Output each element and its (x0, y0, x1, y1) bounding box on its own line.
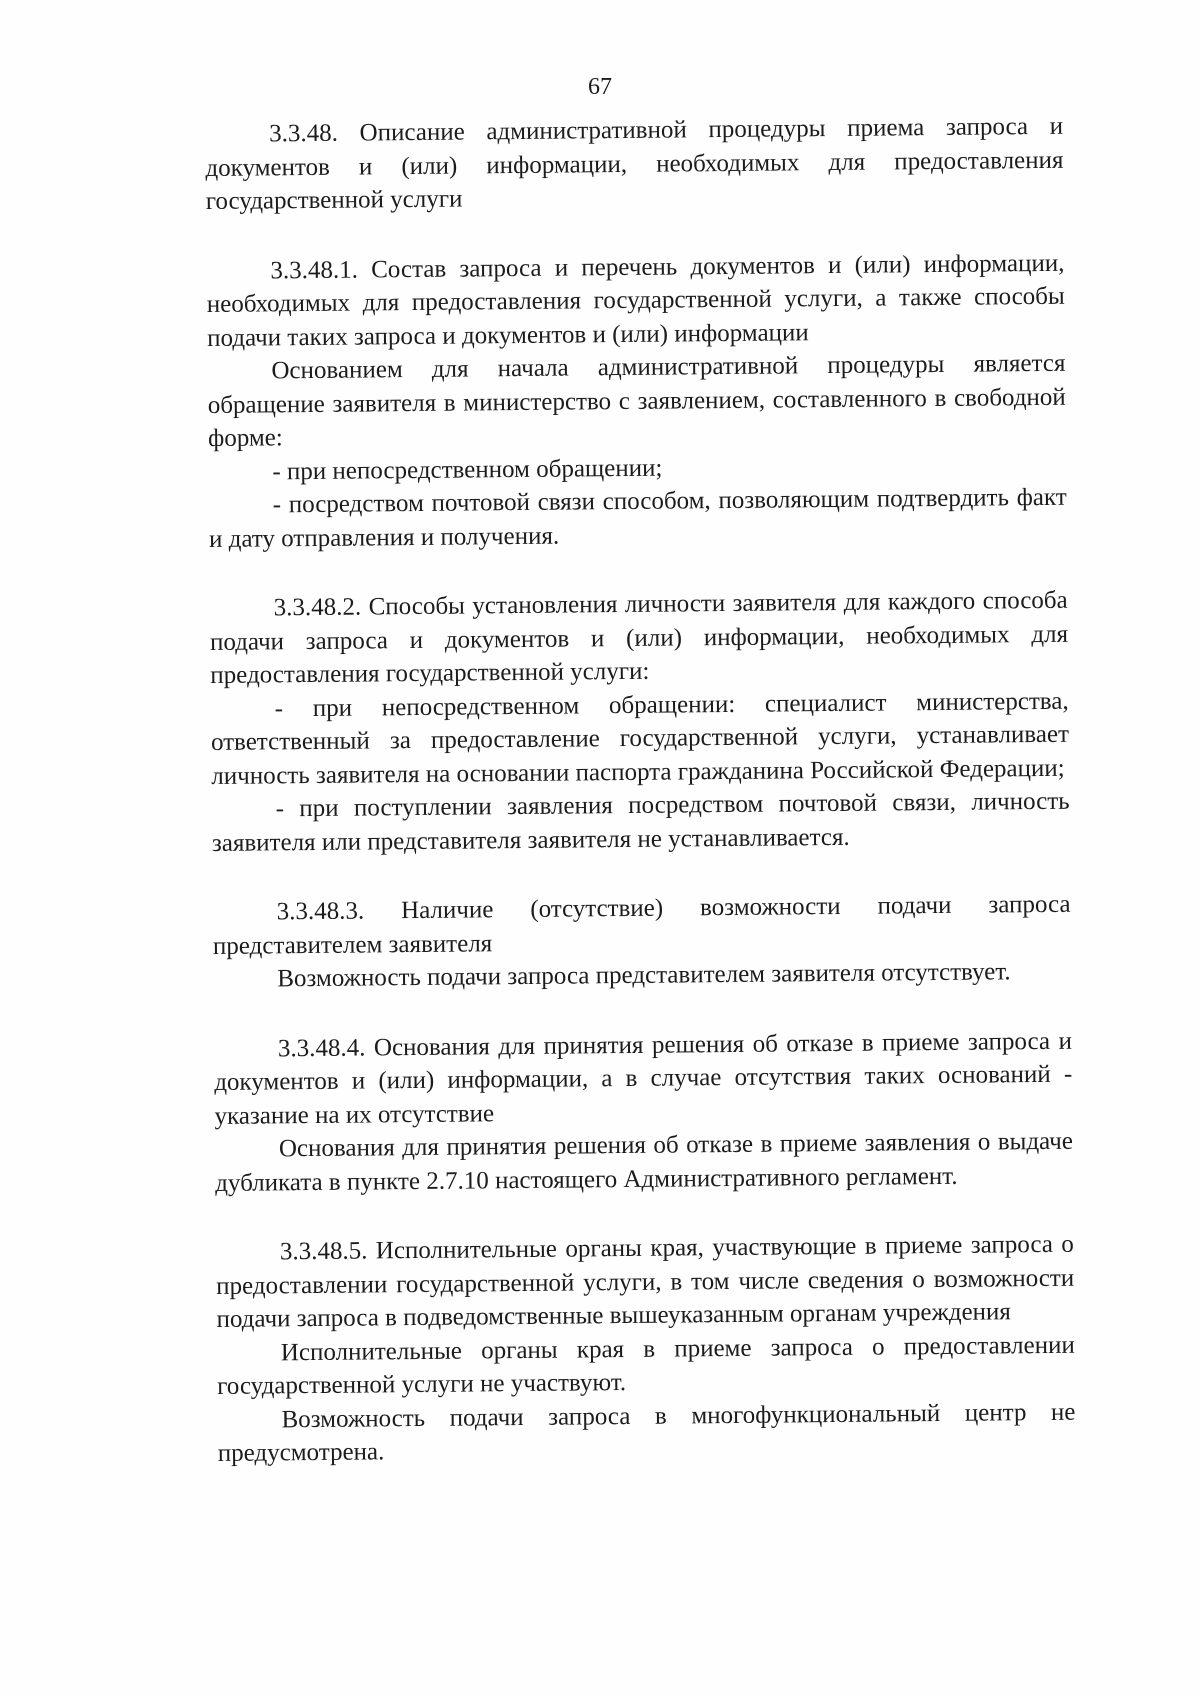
paragraph: 3.3.48.2. Способы установления личности заявителя для каждого способа подачи запроса и документов и (или) информации, необходимых для предоставления государственной услуги: (209, 586, 1069, 689)
paragraph: - при непосредственном обращении: специалист министерства, ответственный за предоставление государственной услуги, устанавливает личность заявителя на основании паспорта гражданина Российской Федерации; (210, 687, 1070, 790)
paragraph: 3.3.48. Описание административной процедуры приема запроса и документов и (или) информации, необходимых для предоставления государственной услуги (205, 112, 1064, 215)
page-number: 67 (588, 74, 612, 100)
document-body (205, 110, 1076, 1471)
paragraph: 3.3.48.1. Состав запроса и перечень документов и (или) информации, необходимых для предоставления государственной услуги, а также способы подачи таких запроса и документов и (или) информации (206, 249, 1065, 352)
paragraph: Основанием для начала административной процедуры является обращение заявителя в министерство с заявлением, составленного в свободной форме: (207, 349, 1066, 452)
paragraph: Возможность подачи запроса представителем заявителя отсутствует. (277, 958, 1011, 993)
paragraph: Основания для принятия решения об отказе в приеме заявления о выдаче дубликата в пункте 2.7.10 настоящего Административного регламент. (215, 1127, 1073, 1197)
paragraph: 3.3.48.4. Основания для принятия решения об отказе в приеме запроса и документов и (или) информации, а в случае отсутствия таких оснований - указание на их отсутствие (214, 1027, 1073, 1130)
paragraph: Исполнительные органы края в приеме запроса о предоставлении государственной услуги не участвуют. (217, 1331, 1075, 1400)
paragraph: - при поступлении заявления посредством почтовой связи, личность заявителя или представителя заявителя не устанавливается. (211, 787, 1070, 857)
paragraph: Возможность подачи запроса в многофункциональный центр не предусмотрена. (217, 1398, 1076, 1467)
paragraph: 3.3.48.5. Исполнительные органы края, участвующие в приеме запроса о предоставлении государственной услуги, в том числе сведения о возможности подачи запроса в подведомственные вышеуказанным органам учреждения (216, 1230, 1075, 1333)
paragraph: - посредством почтовой связи способом, позволяющим подтвердить факт и дату отправления и получения. (208, 483, 1067, 553)
paragraph: 3.3.48.3. Наличие (отсутствие) возможности подачи запроса представителем заявителя (212, 890, 1071, 960)
paragraph: - при непосредственном обращении; (272, 454, 663, 485)
